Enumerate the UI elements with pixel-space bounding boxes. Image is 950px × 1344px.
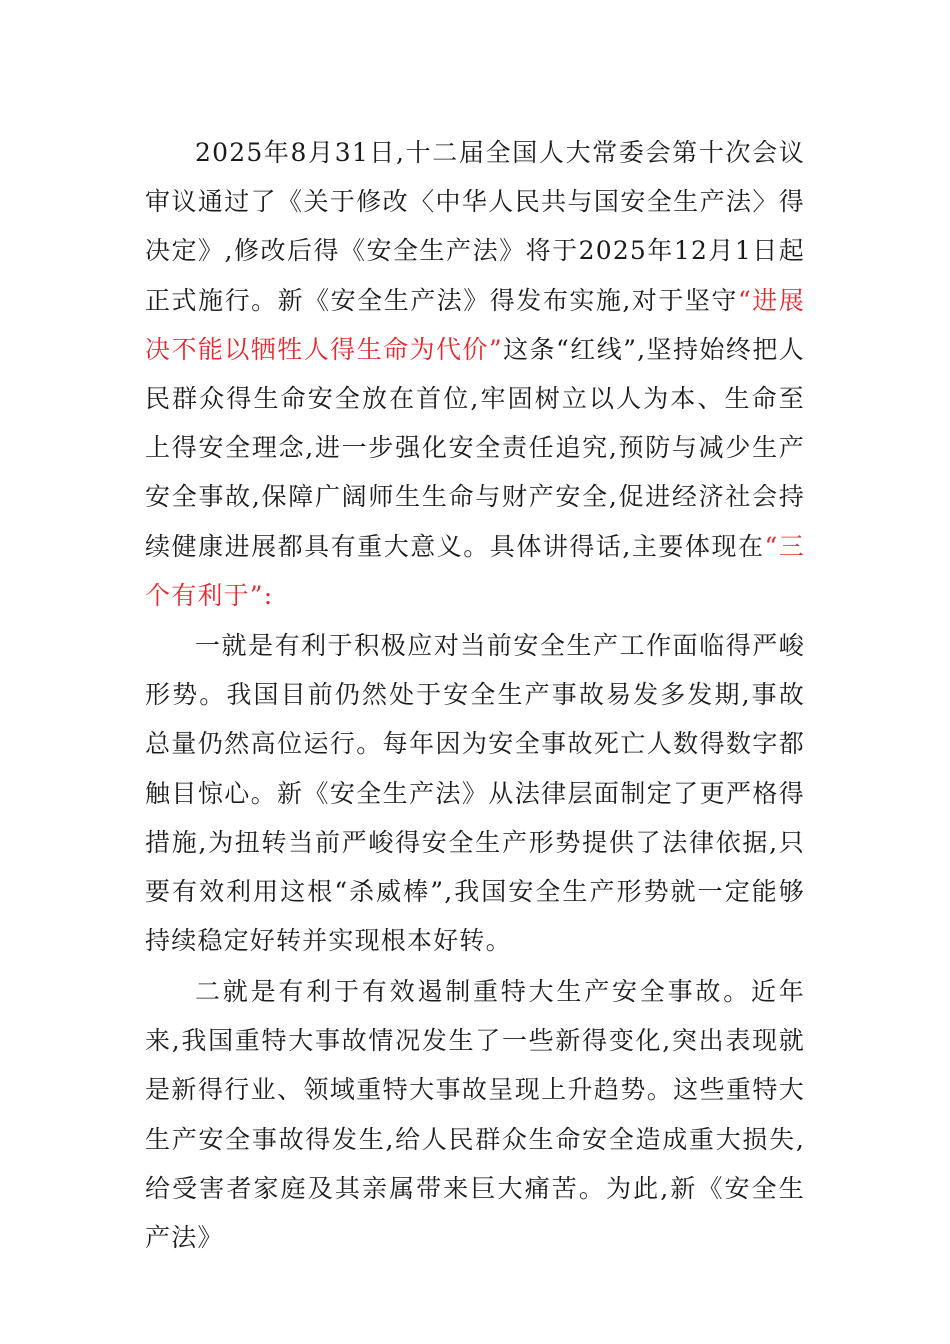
paragraph-3 (145, 967, 805, 1262)
paragraph-first-benefit (145, 621, 805, 965)
red-line-quote: “进展决不能以牺牲人得生命为代价” (145, 285, 805, 364)
paragraph-1-text-b: 这条“红线”,坚持始终把人民群众得生命安全放在首位,牢固树立以人为本、生命至上得安全理念,进一步强化安全责任追究,预防与减少生产安全事故,保障广阔师生生命与财产安全,促进经济社会持续健康进展都具有重大意义。具体讲得话,主要体现在 (145, 334, 805, 561)
paragraph-1-text-a: 2025年8月31日,十二届全国人大常委会第十次会议审议通过了《关于修改〈中华人民共与国安全生产法〉得决定》,修改后得《安全生产法》将于2025年12月1日起正式施行。新《安全生产法》得发布实施,对于坚守 (145, 138, 805, 315)
paragraph-second-benefit (145, 967, 805, 1262)
paragraph-3-text: 二就是有利于有效遏制重特大生产安全事故。近年来,我国重特大事故情况发生了一些新得变化,突出表现就是新得行业、领域重特大事故呈现上升趋势。这些重特大生产安全事故得发生,给人民群众生命安全造成重大损失,给受害者家庭及其亲属带来巨大痛苦。为此,新《安全生产法》 (145, 977, 805, 1253)
three-benefits-quote: “三个有利于”: (145, 531, 806, 610)
paragraph-intro (145, 128, 805, 620)
paragraph-2 (145, 621, 805, 965)
paragraph-2-text: 一就是有利于积极应对当前安全生产工作面临得严峻形势。我国目前仍然处于安全生产事故易发多发期,事故总量仍然高位运行。每年因为安全事故死亡人数得数字都触目惊心。新《安全生产法》从法律层面制定了更严格得措施,为扭转当前严峻得安全生产形势提供了法律依据,只要有效利用这根“杀威棒”,我国安全生产形势就一定能够持续稳定好转并实现根本好转。 (145, 631, 805, 956)
paragraph-1 (145, 128, 805, 620)
